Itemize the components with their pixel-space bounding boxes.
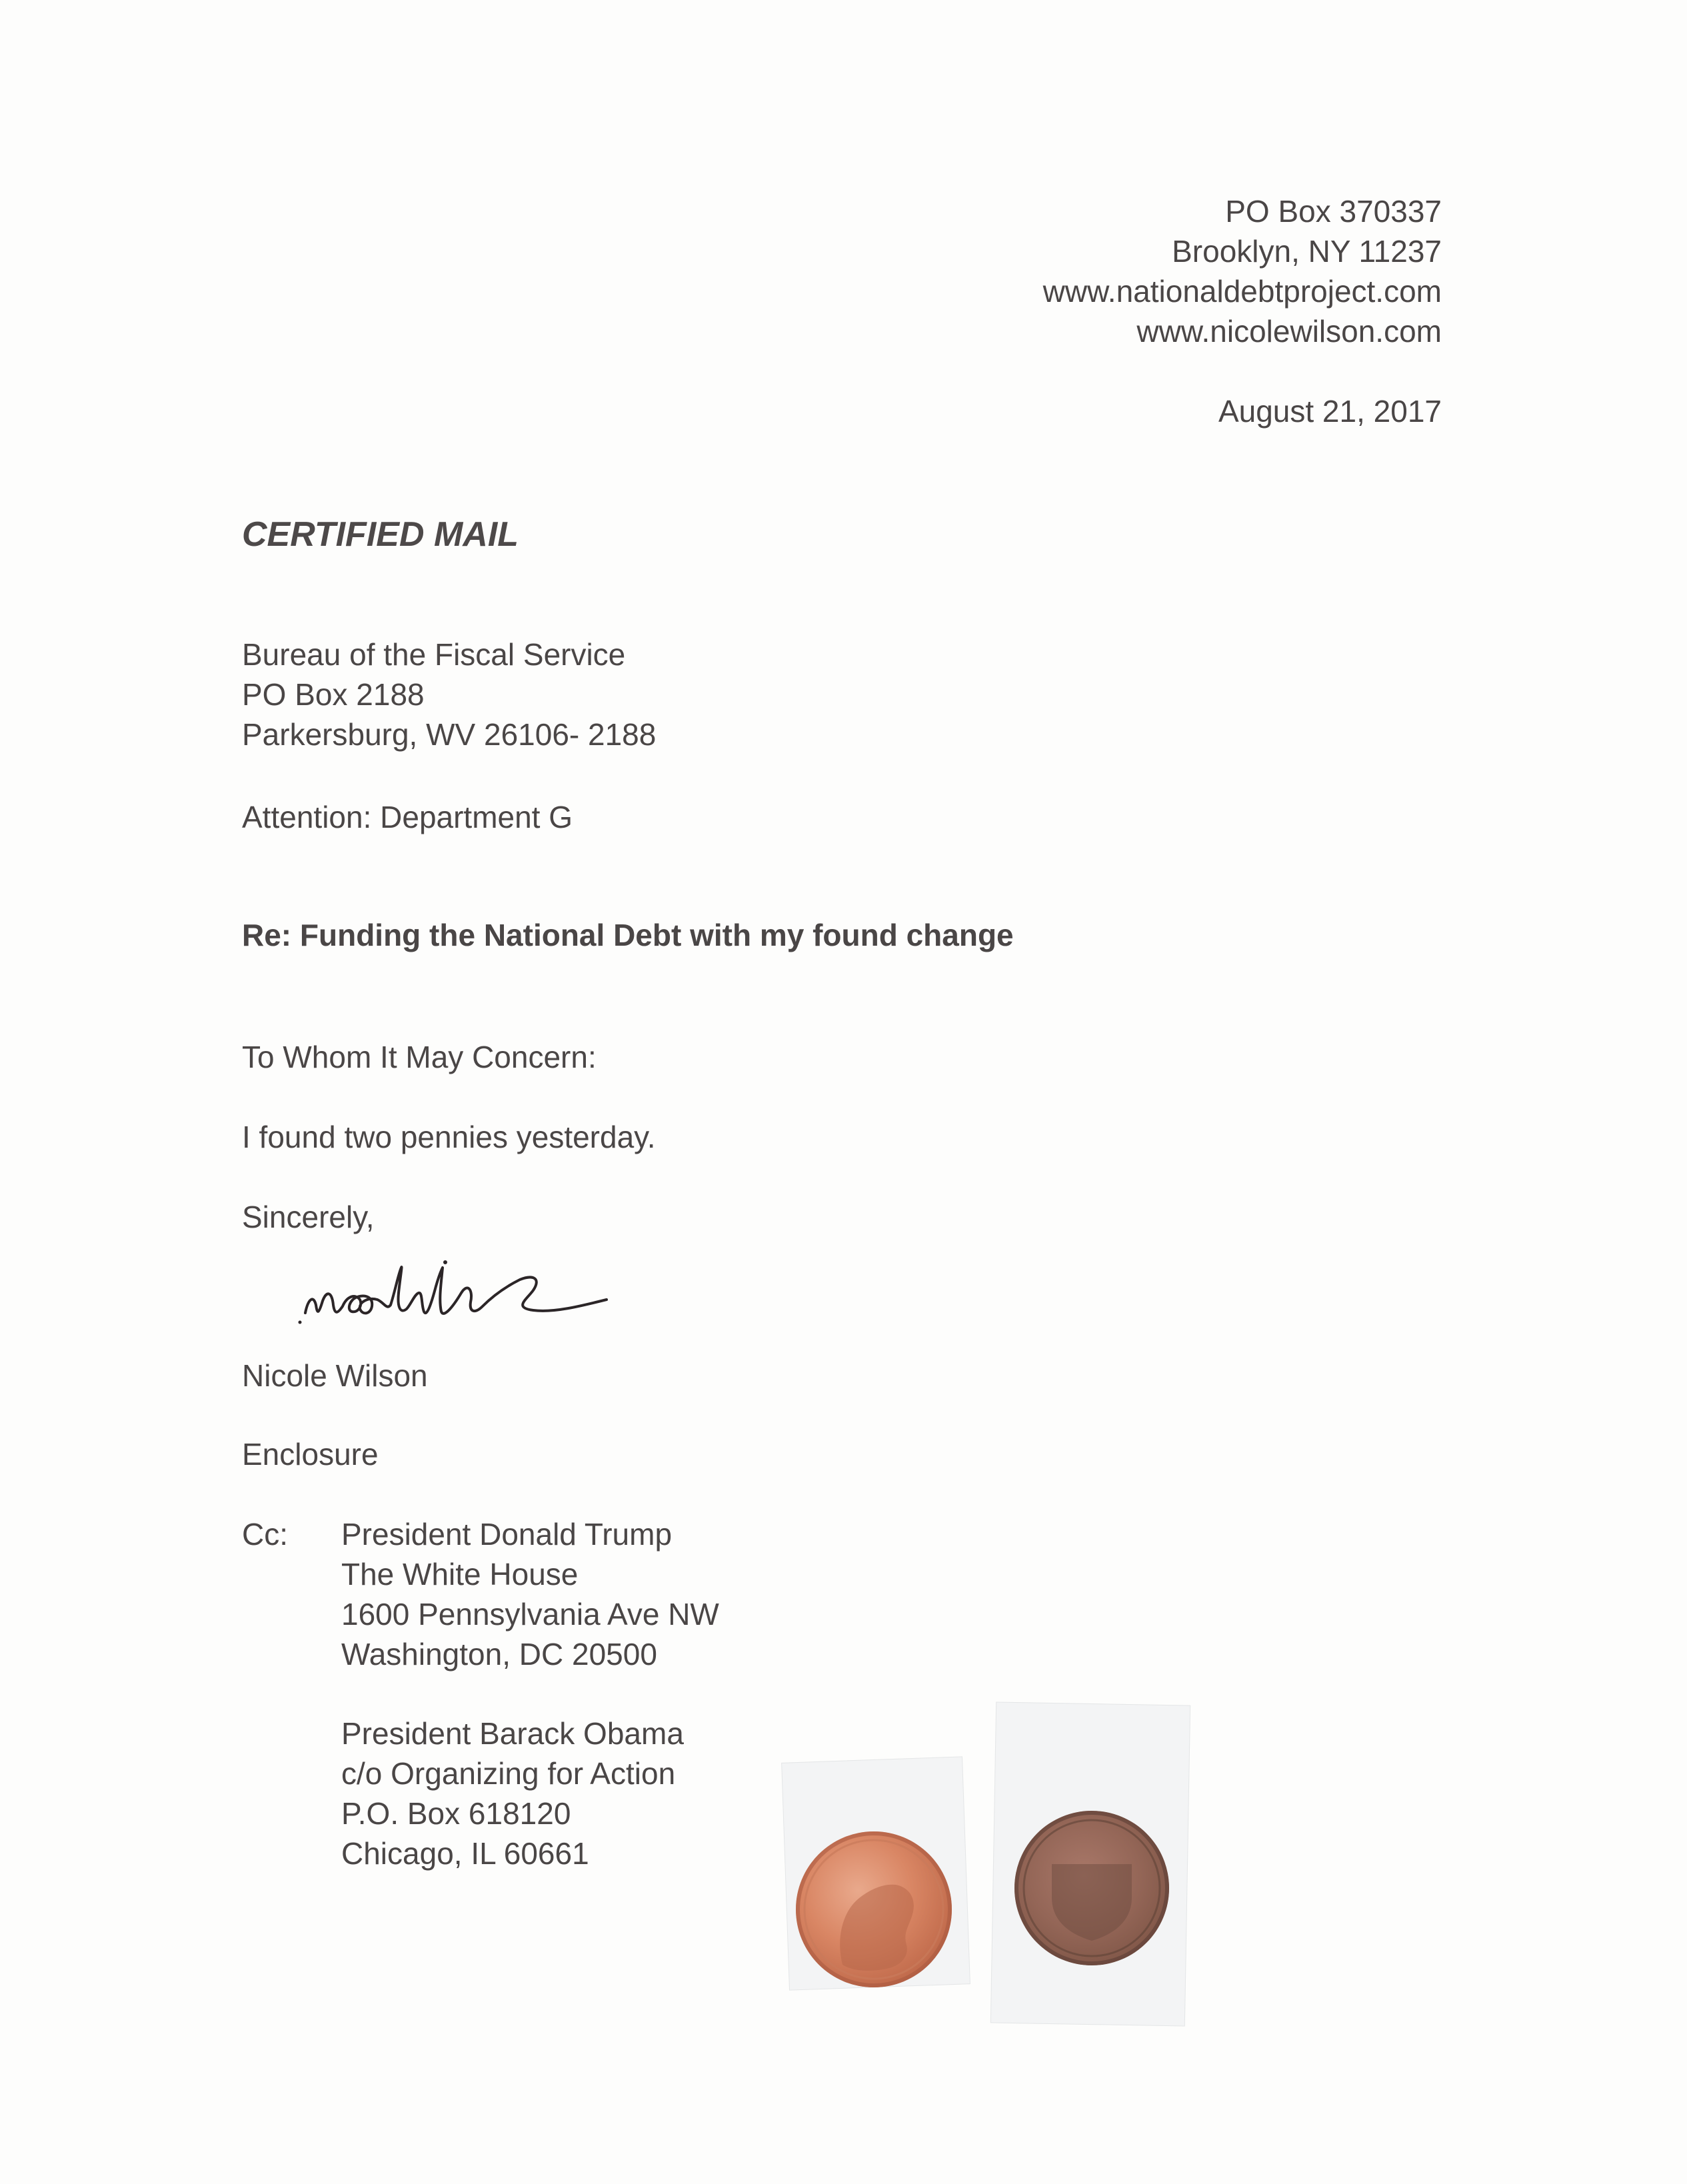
letter-date: August 21, 2017 [1218,394,1442,429]
signer-name: Nicole Wilson [242,1358,428,1393]
cc-recipient-line3: P.O. Box 618120 [341,1796,571,1831]
recipient-city-state-zip: Parkersburg, WV 26106- 2188 [242,717,657,752]
cc-recipient-line4: Washington, DC 20500 [341,1637,657,1671]
sender-website-2: www.nicolewilson.com [1136,314,1442,349]
cc-recipient-line2: c/o Organizing for Action [341,1756,676,1791]
cc-recipient-line3: 1600 Pennsylvania Ave NW [341,1597,719,1632]
letter-body: I found two pennies yesterday. [242,1120,656,1154]
cc-recipient-line2: The White House [341,1557,579,1592]
recipient-name: Bureau of the Fiscal Service [242,637,626,672]
recipient-address [242,634,656,754]
cc-recipient-obama [341,1713,684,1873]
cc-label: Cc: [242,1517,288,1552]
recipient-po-box: PO Box 2188 [242,677,425,712]
handwritten-signature [293,1253,627,1333]
cc-recipient-name: President Donald Trump [341,1517,673,1552]
sender-address [1043,191,1442,351]
certified-mail-heading: CERTIFIED MAIL [242,515,519,554]
cc-recipient-name: President Barack Obama [341,1716,684,1751]
attention-line: Attention: Department G [242,800,573,834]
salutation: To Whom It May Concern: [242,1040,597,1074]
cc-recipient-trump [341,1514,719,1674]
closing: Sincerely, [242,1200,375,1234]
sender-po-box: PO Box 370337 [1225,194,1442,229]
lincoln-profile-icon [796,1831,952,1987]
penny-back-image [1014,1811,1169,1965]
enclosure-note: Enclosure [242,1437,379,1472]
shield-reverse-icon [1014,1811,1169,1965]
penny-front-image [796,1831,952,1987]
cc-recipient-line4: Chicago, IL 60661 [341,1836,589,1871]
sender-city-state-zip: Brooklyn, NY 11237 [1172,234,1442,269]
subject-line: Re: Funding the National Debt with my found change [242,918,1014,952]
sender-website-1: www.nationaldebtproject.com [1042,274,1442,309]
